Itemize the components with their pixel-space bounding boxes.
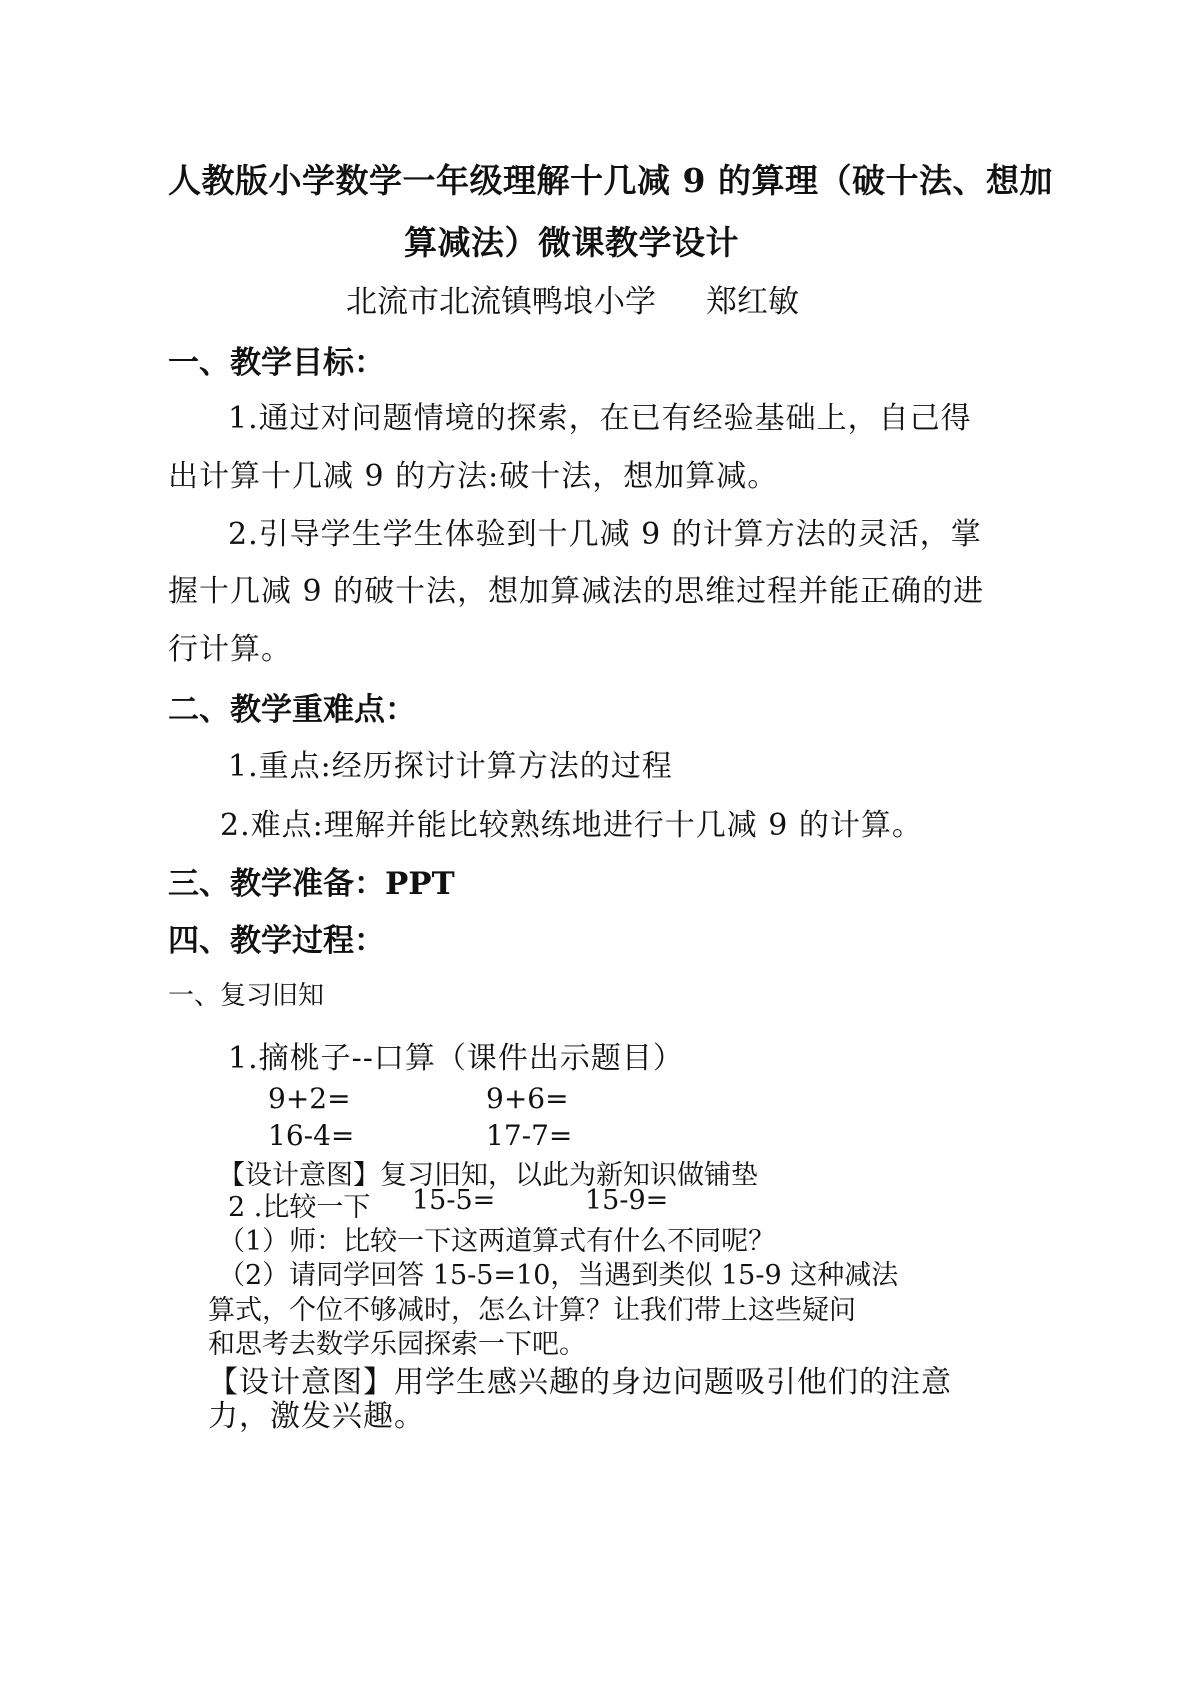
- equation-1: 9+2=: [268, 1082, 351, 1115]
- objective-2-line-3: 行计算。: [168, 632, 292, 667]
- section-heading-preparation: 三、教学准备：PPT: [168, 866, 455, 902]
- author-school: 北流市北流镇鸭埌小学: [346, 284, 656, 320]
- design-intent-2-line-2: 力，激发兴趣。: [208, 1399, 425, 1434]
- equation-4: 17-7=: [486, 1119, 573, 1152]
- section-heading-key-points: 二、教学重难点：: [168, 692, 416, 728]
- question-2-line-3: 和思考去数学乐园探索一下吧。: [208, 1329, 586, 1360]
- key-point-2: 2.难点:理解并能比较熟练地进行十几减 9 的计算。: [220, 808, 923, 843]
- design-intent-1: 【设计意图】复习旧知，以此为新知识做铺垫: [218, 1160, 758, 1191]
- step-2-equation-2: 15-9=: [585, 1185, 669, 1216]
- process-subheading-review: 一、复习旧知: [168, 981, 325, 1011]
- equation-2: 9+6=: [486, 1082, 569, 1115]
- section-heading-process: 四、教学过程：: [168, 923, 385, 959]
- section-heading-objectives: 一、教学目标：: [168, 345, 385, 381]
- process-step-1: 1.摘桃子--口算（课件出示题目）: [228, 1041, 684, 1076]
- equation-3: 16-4=: [268, 1119, 355, 1152]
- step-2-equation-1: 15-5=: [412, 1185, 496, 1216]
- process-step-2-label: 2 .比较一下: [228, 1192, 371, 1223]
- objective-2-line-1: 2.引导学生学生体验到十几减 9 的计算方法的灵活，掌: [228, 517, 982, 552]
- objective-1-line-2: 出计算十几减 9 的方法:破十法，想加算减。: [168, 459, 779, 494]
- question-2-line-2: 算式，个位不够减时，怎么计算？让我们带上这些疑问: [208, 1295, 856, 1326]
- design-intent-2-line-1: 【设计意图】用学生感兴趣的身边问题吸引他们的注意: [208, 1365, 952, 1400]
- question-2-line-1: （2）请同学回答 15-5=10，当遇到类似 15-9 这种减法: [218, 1260, 899, 1291]
- key-point-1: 1.重点:经历探讨计算方法的过程: [228, 749, 673, 784]
- author-name: 郑红敏: [706, 284, 799, 320]
- doc-title-line-1: 人教版小学数学一年级理解十几减 9 的算理（破十法、想加: [168, 161, 1053, 200]
- objective-1-line-1: 1.通过对问题情境的探索，在已有经验基础上，自己得: [228, 401, 972, 436]
- question-1: （1）师：比较一下这两道算式有什么不同呢？: [218, 1226, 776, 1257]
- objective-2-line-2: 握十几减 9 的破十法，想加算减法的思维过程并能正确的进: [168, 574, 985, 609]
- doc-title-line-2: 算减法）微课教学设计: [404, 223, 739, 262]
